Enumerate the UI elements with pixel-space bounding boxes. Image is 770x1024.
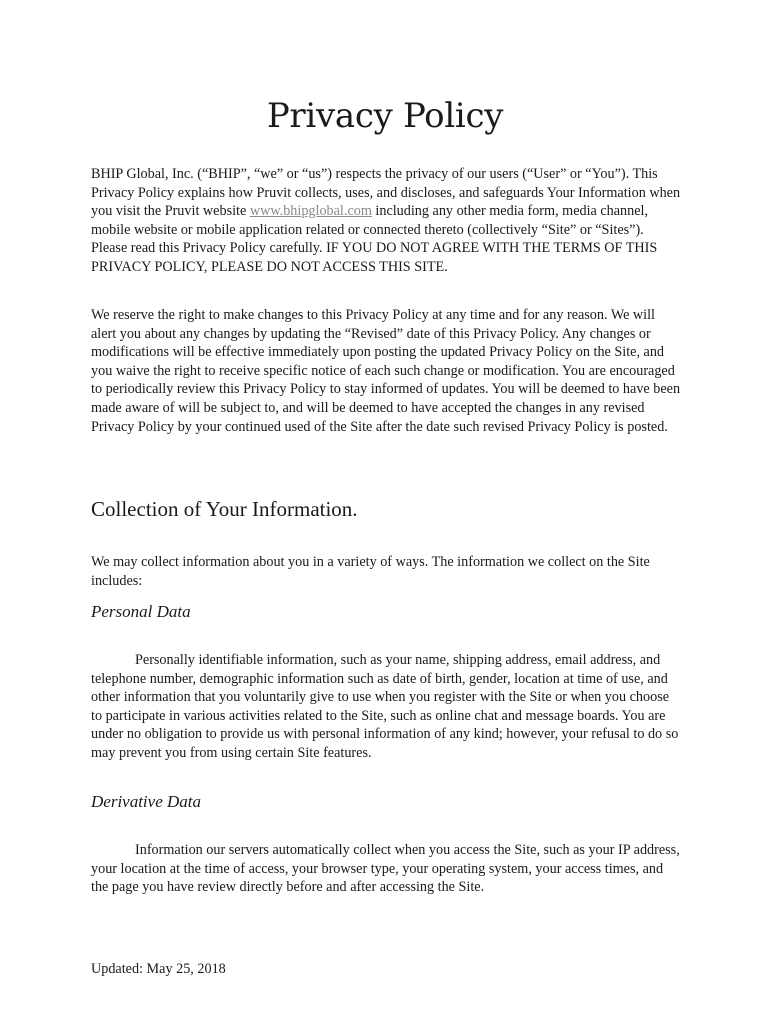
page-title: Privacy Policy: [266, 96, 504, 136]
intro-text-start: BHIP Global, Inc. (“BHIP”, “we” or “us”) respects the privacy of our users (“User” or “You”). This Privacy Policy explains how Pruvit collects, uses, and discloses, and safeguards Your Information when you visit the Pruvit website: [91, 166, 681, 220]
changes-paragraph: We reserve the right to make changes to this Privacy Policy at any time and for any reason. We will alert you about any changes by updating the “Revised” date of this Privacy Policy. Any changes or modifications will be effective immediately upon posting the updated Privacy Policy on the Site, and you waive the right to receive specific notice of each such change or modification. You are encouraged to periodically review this Privacy Policy to stay informed of updates. You will be deemed to have been made aware of will be subject to, and will be deemed to have accepted the changes in any revised Privacy Policy by your continued used of the Site after the date such revised Privacy Policy is posted.: [91, 307, 681, 435]
bhipglobal-link[interactable]: www.bhipglobal.com: [249, 203, 372, 220]
intro-paragraph: [91, 165, 681, 277]
intro-text-end: including any other media form, media channel, mobile website or mobile application related or connected thereto (collectively “Site” or “Sites”). Please read this Privacy Policy carefully. IF YOU DO NOT AGREE WITH THE TERMS OF THIS PRIVACY POLICY, PLEASE DO NOT ACCESS THIS SITE.: [91, 203, 658, 275]
derivative-data-heading: Derivative Data: [91, 792, 201, 811]
updated-date-footer: Updated: May 25, 2018: [91, 961, 226, 977]
collection-heading: Collection of Your Information.: [91, 497, 358, 521]
derivative-data-paragraph: Information our servers automatically collect when you access the Site, such as your IP address, your location at the time of access, your browser type, your operating system, your access times, and the page you have review directly before and after accessing the Site.: [91, 842, 680, 896]
personal-data-heading: Personal Data: [91, 602, 191, 621]
collection-intro-paragraph: We may collect information about you in a variety of ways. The information we collect on the Site includes:: [91, 554, 650, 589]
personal-data-paragraph: Personally identifiable information, such as your name, shipping address, email address, and telephone number, demographic information such as date of birth, gender, location at time of use, and other information that you voluntarily give to use when you register with the Site or when you choose to participate in various activities related to the Site, such as online chat and message boards. You are under no obligation to provide us with personal information of any kind; however, your refusal to do so may prevent you from using certain Site features.: [91, 652, 679, 761]
